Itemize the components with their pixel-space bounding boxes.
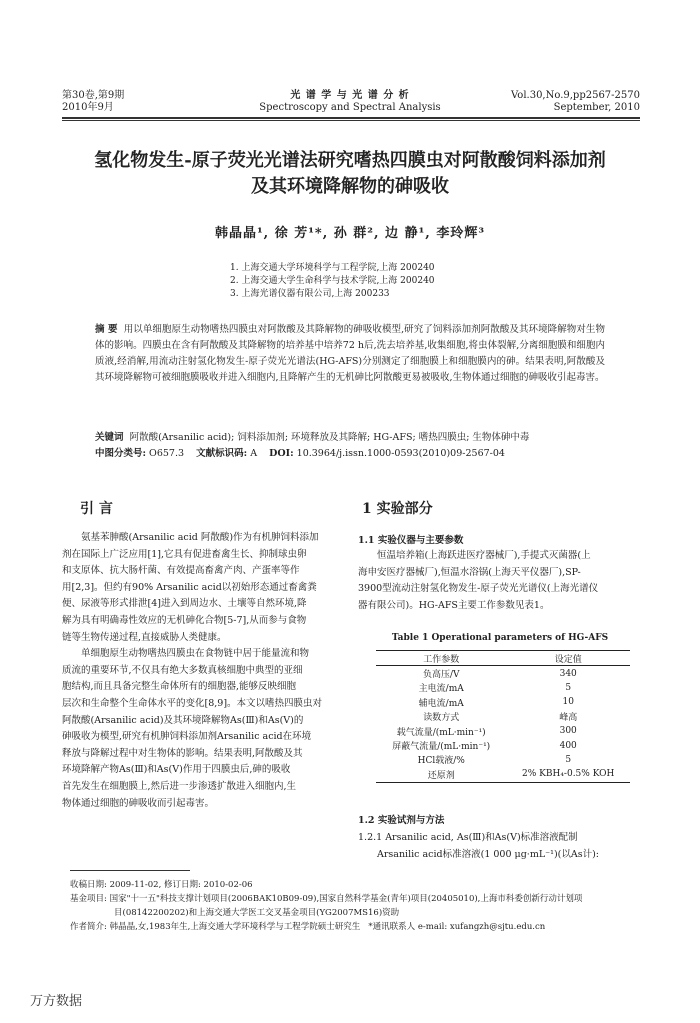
vol-pages-en: Vol.30,No.9,pp2567-2570 [511,90,640,101]
abstract [95,322,605,386]
table-header-row [376,651,630,666]
intro-heading: 引 言 [80,501,113,517]
table-cell: 300 [559,726,577,737]
intro-line: 质流的重要环节,不仅具有绝大多数真核细胞中典型的亚细 [62,664,303,676]
journal-volume-issue [62,90,202,114]
body-line: 3900型流动注射氢化物发生-原子荧光光谱仪(上海光谱仪 [358,583,599,595]
affiliations [230,262,530,301]
clc-value: O657.3 [149,448,185,459]
abstract-text: 用以单细胞原生动物嗜热四膜虫对阿散酸及其降解物的砷吸收模型,研究了饲料添加剂阿散酸及其环境降解物对生物体的影响。四膜虫在含有阿散酸及其降解物的培养基中培养72 h后,洗去培养基,收集细胞,将虫体裂解,分离细胞膜和细胞内质液,经消解,用流动注射氢化物发生-原子荧光光谱法(HG-AFS)分别测定了细胞膜上和细胞膜内的砷。结果表明,阿散酸及其环境降解物可被细胞膜吸收并进入细胞内,且降解产生的无机砷比阿散酸更易被吸收,生物体通过细胞的砷吸收引起毒害。 [95,324,605,383]
intro-line: 用[2,3]。但约有90% Arsanilic acid以初始形态通过畜禽粪 [62,581,317,593]
paper-title [70,148,630,200]
intro-line: 砷吸收为模型,研究有机胂饲料添加剂Arsanilic acid在环境 [62,731,312,743]
intro-line: 释放与降解过程中对生物体的影响。结果表明,阿散酸及其 [62,747,303,759]
intro-line: 胞结构,而且具备完整生命体所有的细胞器,能够反映细胞 [62,681,297,693]
classification [95,446,605,462]
volume-issue: 第30卷,第9期 [62,90,125,101]
body-line: 器有限公司)。HG-AFS主要工作参数见表1。 [358,599,550,611]
table-1-caption: Table 1 Operational parameters of HG-AFS [391,633,609,643]
body-line: 恒温培养箱(上海跃进医疗器械厂),手提式灭菌器(上 [377,550,591,561]
affiliation-1: 1. 上海交通大学环境科学与工程学院,上海 200240 [230,263,435,273]
title-line-2: 及其环境降解物的砷吸收 [251,176,449,197]
funding-line-2: 目(08142200202)和上海交通大学医工交叉基金项目(YG2007MS16)资助 [114,908,400,918]
table-cell: 400 [559,740,577,751]
affiliation-3: 3. 上海光谱仪器有限公司,上海 200233 [230,289,390,299]
publication-date: 2010年9月 [62,102,114,113]
table-header-cell: 工作参数 [376,651,506,666]
table-cell: 5 [565,754,572,765]
received-date: 收稿日期: 2009-11-02, 修订日期: 2010-02-06 [70,880,253,890]
table-cell: 辅电流/mA [418,698,464,709]
funding-line-1: 基金项目: 国家"十一五"科技支撑计划项目(2006BAK10B09-09),国家自然科学基金(青年)项目(20405010),上海市科委创新行动计划项 [70,894,583,904]
table-cell: 5 [565,682,572,693]
doc-code-label: 文献标识码: [196,448,248,459]
watermark: 万方数据 [30,994,83,1009]
body-line: 海申安医疗器械厂),恒温水浴锅(上海天平仪器厂),SP- [358,566,581,578]
doi-label: DOI: [269,448,294,459]
table-row [376,710,630,724]
table-row [376,724,630,738]
table-cell: 10 [562,697,574,708]
title-line-1: 氢化物发生-原子荧光光谱法研究嗜热四膜虫对阿散酸饲料添加剂 [94,150,606,171]
intro-line: 层次和生命整个生命体水平的变化[8,9]。本文以嗜热四膜虫对 [62,697,323,709]
table-row [376,666,630,681]
intro-line: 解为具有明确毒性效应的无机砷化合物[5-7],从而参与食物 [62,614,307,626]
keywords-label: 关键词 [95,432,124,443]
table-header-cell: 设定值 [506,651,630,666]
author-info [70,920,640,934]
clc-label: 中图分类号: [95,448,147,459]
experiment-heading: 1 实验部分 [362,501,433,517]
intro-line: 环境降解产物As(Ⅲ)和As(Ⅴ)作用于四膜虫后,砷的吸收 [62,764,291,776]
date-en: September, 2010 [553,102,640,113]
intro-line: 单细胞原生动物嗜热四膜虫在食物链中居于能量流和物 [81,648,310,660]
table-row [376,695,630,709]
section-1-2-1-title: 1.2.1 Arsanilic acid, As(Ⅲ)和As(Ⅴ)标准溶液配制 [358,832,578,843]
intro-line: 和支原体、抗大肠杆菌、有效提高畜禽产肉、产蛋率等作 [62,565,300,577]
table-cell: 2% KBH₄-0.5% KOH [506,767,630,782]
table-cell: 还原剂 [376,767,506,782]
section-1-2-title: 1.2 实验试剂与方法 [358,815,445,826]
journal-pages [470,90,640,114]
table-cell: 340 [559,668,577,679]
table-row [376,767,630,782]
table-row [376,738,630,752]
author-list: 韩晶晶¹, 徐 芳¹*, 孙 群², 边 静¹, 李玲辉³ [214,226,486,241]
footnotes [70,878,640,934]
table-cell: 载气流量/(mL·min⁻¹) [396,727,486,738]
doi-value: 10.3964/j.issn.1000-0593(2010)09-2567-04 [296,448,505,459]
footnote-rule [70,870,190,871]
intro-line: 链等生物传递过程,直接威胁人类健康。 [62,631,227,643]
intro-line: 首先发生在细胞膜上,然后进一步渗透扩散进入细胞内,生 [62,780,297,792]
intro-line: 便、尿液等形式排泄[4]进入到周边水、土壤等自然环境,降 [62,598,307,610]
intro-body [62,530,346,812]
table-1 [376,650,630,783]
journal-name-cn: 光 谱 学 与 光 谱 分 析 [290,90,410,101]
table-cell: 读数方式 [423,713,460,724]
table-cell: 峰高 [559,713,578,724]
intro-line: 阿散酸(Arsanilic acid)及其环境降解物As(Ⅲ)和As(Ⅴ)的 [62,714,304,726]
keywords-text: 阿散酸(Arsanilic acid); 饲料添加剂; 环境释放及其降解; HG-AFS; 嗜热四膜虫; 生物体砷中毒 [129,432,530,443]
journal-name-en: Spectroscopy and Spectral Analysis [259,102,441,113]
doc-code-value: A [250,448,258,459]
table-row [376,681,630,695]
body-line: Arsanilic acid标准溶液(1 000 μg·mL⁻¹)(以As计): [377,848,600,860]
intro-line: 剂在国际上广泛应用[1],它具有促进畜禽生长、抑制球虫卵 [62,548,307,560]
correspondence: *通讯联系人 e-mail: xufangzh@sjtu.edu.cn [368,922,546,932]
section-1-2-1 [358,830,642,863]
section-1-1-body [358,548,642,614]
table-row [376,753,630,767]
table-cell: 主电流/mA [418,684,464,695]
abstract-label: 摘 要 [95,324,118,335]
affiliation-2: 2. 上海交通大学生命科学与技术学院,上海 200240 [230,276,435,286]
section-1-1-title: 1.1 实验仪器与主要参数 [358,535,464,546]
intro-line: 氨基苯胂酸(Arsanilic acid 阿散酸)作为有机胂饲料添加 [81,532,319,543]
journal-name [240,90,460,114]
intro-line: 物体通过细胞的砷吸收而引起毒害。 [62,797,215,809]
table-cell: 屏蔽气流量/(mL·min⁻¹) [392,742,491,753]
keywords [95,430,605,446]
table-cell: HCl载液/% [417,756,465,767]
header-rule [62,117,640,119]
header-rule-thin [62,120,640,121]
table-cell: 负高压/V [422,670,460,681]
author-bio: 作者简介: 韩晶晶,女,1983年生,上海交通大学环境科学与工程学院硕士研究生 [70,922,361,932]
